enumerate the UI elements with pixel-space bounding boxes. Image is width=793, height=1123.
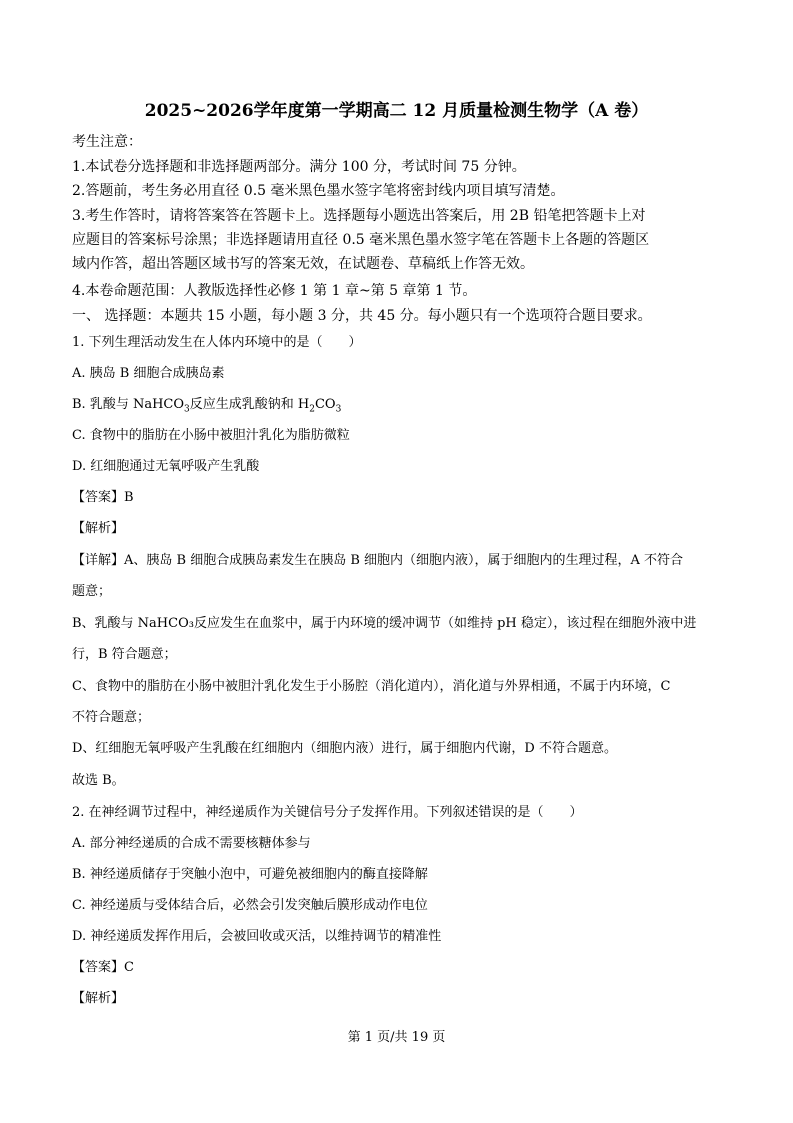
notice-item: 域内作答，超出答题区域书写的答案无效，在试题卷、草稿纸上作答无效。 <box>72 256 534 272</box>
option-b: B. 乳酸与 NaHCO$_3$反应生成乳酸钠和 $H_2CO_3$ <box>72 397 342 415</box>
detail-line: 行，B 符合题意； <box>72 647 177 662</box>
analysis-label: 【解析】 <box>72 991 125 1006</box>
answer-label: 【答案】B <box>72 490 134 505</box>
notice-item: 4.本卷命题范围：人教版选择性必修 1 第 1 章~第 5 章第 1 节。 <box>72 283 477 299</box>
notice-item: 3.考生作答时，请将答案答在答题卡上。选择题每小题选出答案后，用 2B 铅笔把答题卡上对 <box>72 208 646 224</box>
option-d: D. 神经递质发挥作用后，会被回收或灭活，以维持调节的精准性 <box>72 929 442 944</box>
page-title: 2025~2026学年度第一学期高二 12 月质量检测生物学（A 卷） <box>144 101 649 121</box>
option-a: A. 部分神经递质的合成不需要核糖体参与 <box>72 836 311 851</box>
question-stem: 1. 下列生理活动发生在人体内环境中的是（ ） <box>72 335 362 350</box>
notice-item: 应题目的答案标号涂黑；非选择题请用直径 0.5 毫米黑色墨水签字笔在答题卡上各题的答题区 <box>72 232 650 248</box>
notice-heading: 考生注意： <box>72 134 142 150</box>
detail-line: 故选 B。 <box>72 773 125 788</box>
option-d: D. 红细胞通过无氧呼吸产生乳酸 <box>72 459 260 474</box>
detail-line: C、食物中的脂肪在小肠中被胆汁乳化发生于小肠腔（消化道内），消化道与外界相通，不属于内环境，C <box>72 679 671 694</box>
answer-label: 【答案】C <box>72 960 134 975</box>
option-b: B. 神经递质储存于突触小泡中，可避免被细胞内的酶直接降解 <box>72 867 428 882</box>
detail-line: B、乳酸与 NaHCO₃反应发生在血浆中，属于内环境的缓冲调节（如维持 pH 稳定），该过程在细胞外液中进 <box>72 616 697 631</box>
option-a: A. 胰岛 B 细胞合成胰岛素 <box>72 366 225 381</box>
analysis-label: 【解析】 <box>72 521 125 536</box>
option-c: C. 食物中的脂肪在小肠中被胆汁乳化为脂肪微粒 <box>72 428 350 443</box>
page-footer: 第 1 页/共 19 页 <box>347 1030 446 1045</box>
notice-item: 1.本试卷分选择题和非选择题两部分。满分 100 分，考试时间 75 分钟。 <box>72 159 526 175</box>
question-stem: 2. 在神经调节过程中，神经递质作为关键信号分子发挥作用。下列叙述错误的是（ ） <box>72 805 583 820</box>
section-heading: 一、 选择题：本题共 15 小题，每小题 3 分，共 45 分。每小题只有一个选项符合题目要求。 <box>72 308 652 324</box>
detail-line: D、红细胞无氧呼吸产生乳酸在红细胞内（细胞内液）进行，属于细胞内代谢，D 不符合题意。 <box>72 741 617 756</box>
option-c: C. 神经递质与受体结合后，必然会引发突触后膜形成动作电位 <box>72 898 428 913</box>
detail-line: 不符合题意； <box>72 710 151 725</box>
detail-line: 题意； <box>72 584 112 599</box>
notice-item: 2.答题前，考生务必用直径 0.5 毫米黑色墨水签字笔将密封线内项目填写清楚。 <box>72 183 565 199</box>
detail-line: 【详解】A、胰岛 B 细胞合成胰岛素发生在胰岛 B 细胞内（细胞内液），属于细胞内的生理过程，A 不符合 <box>72 553 684 568</box>
